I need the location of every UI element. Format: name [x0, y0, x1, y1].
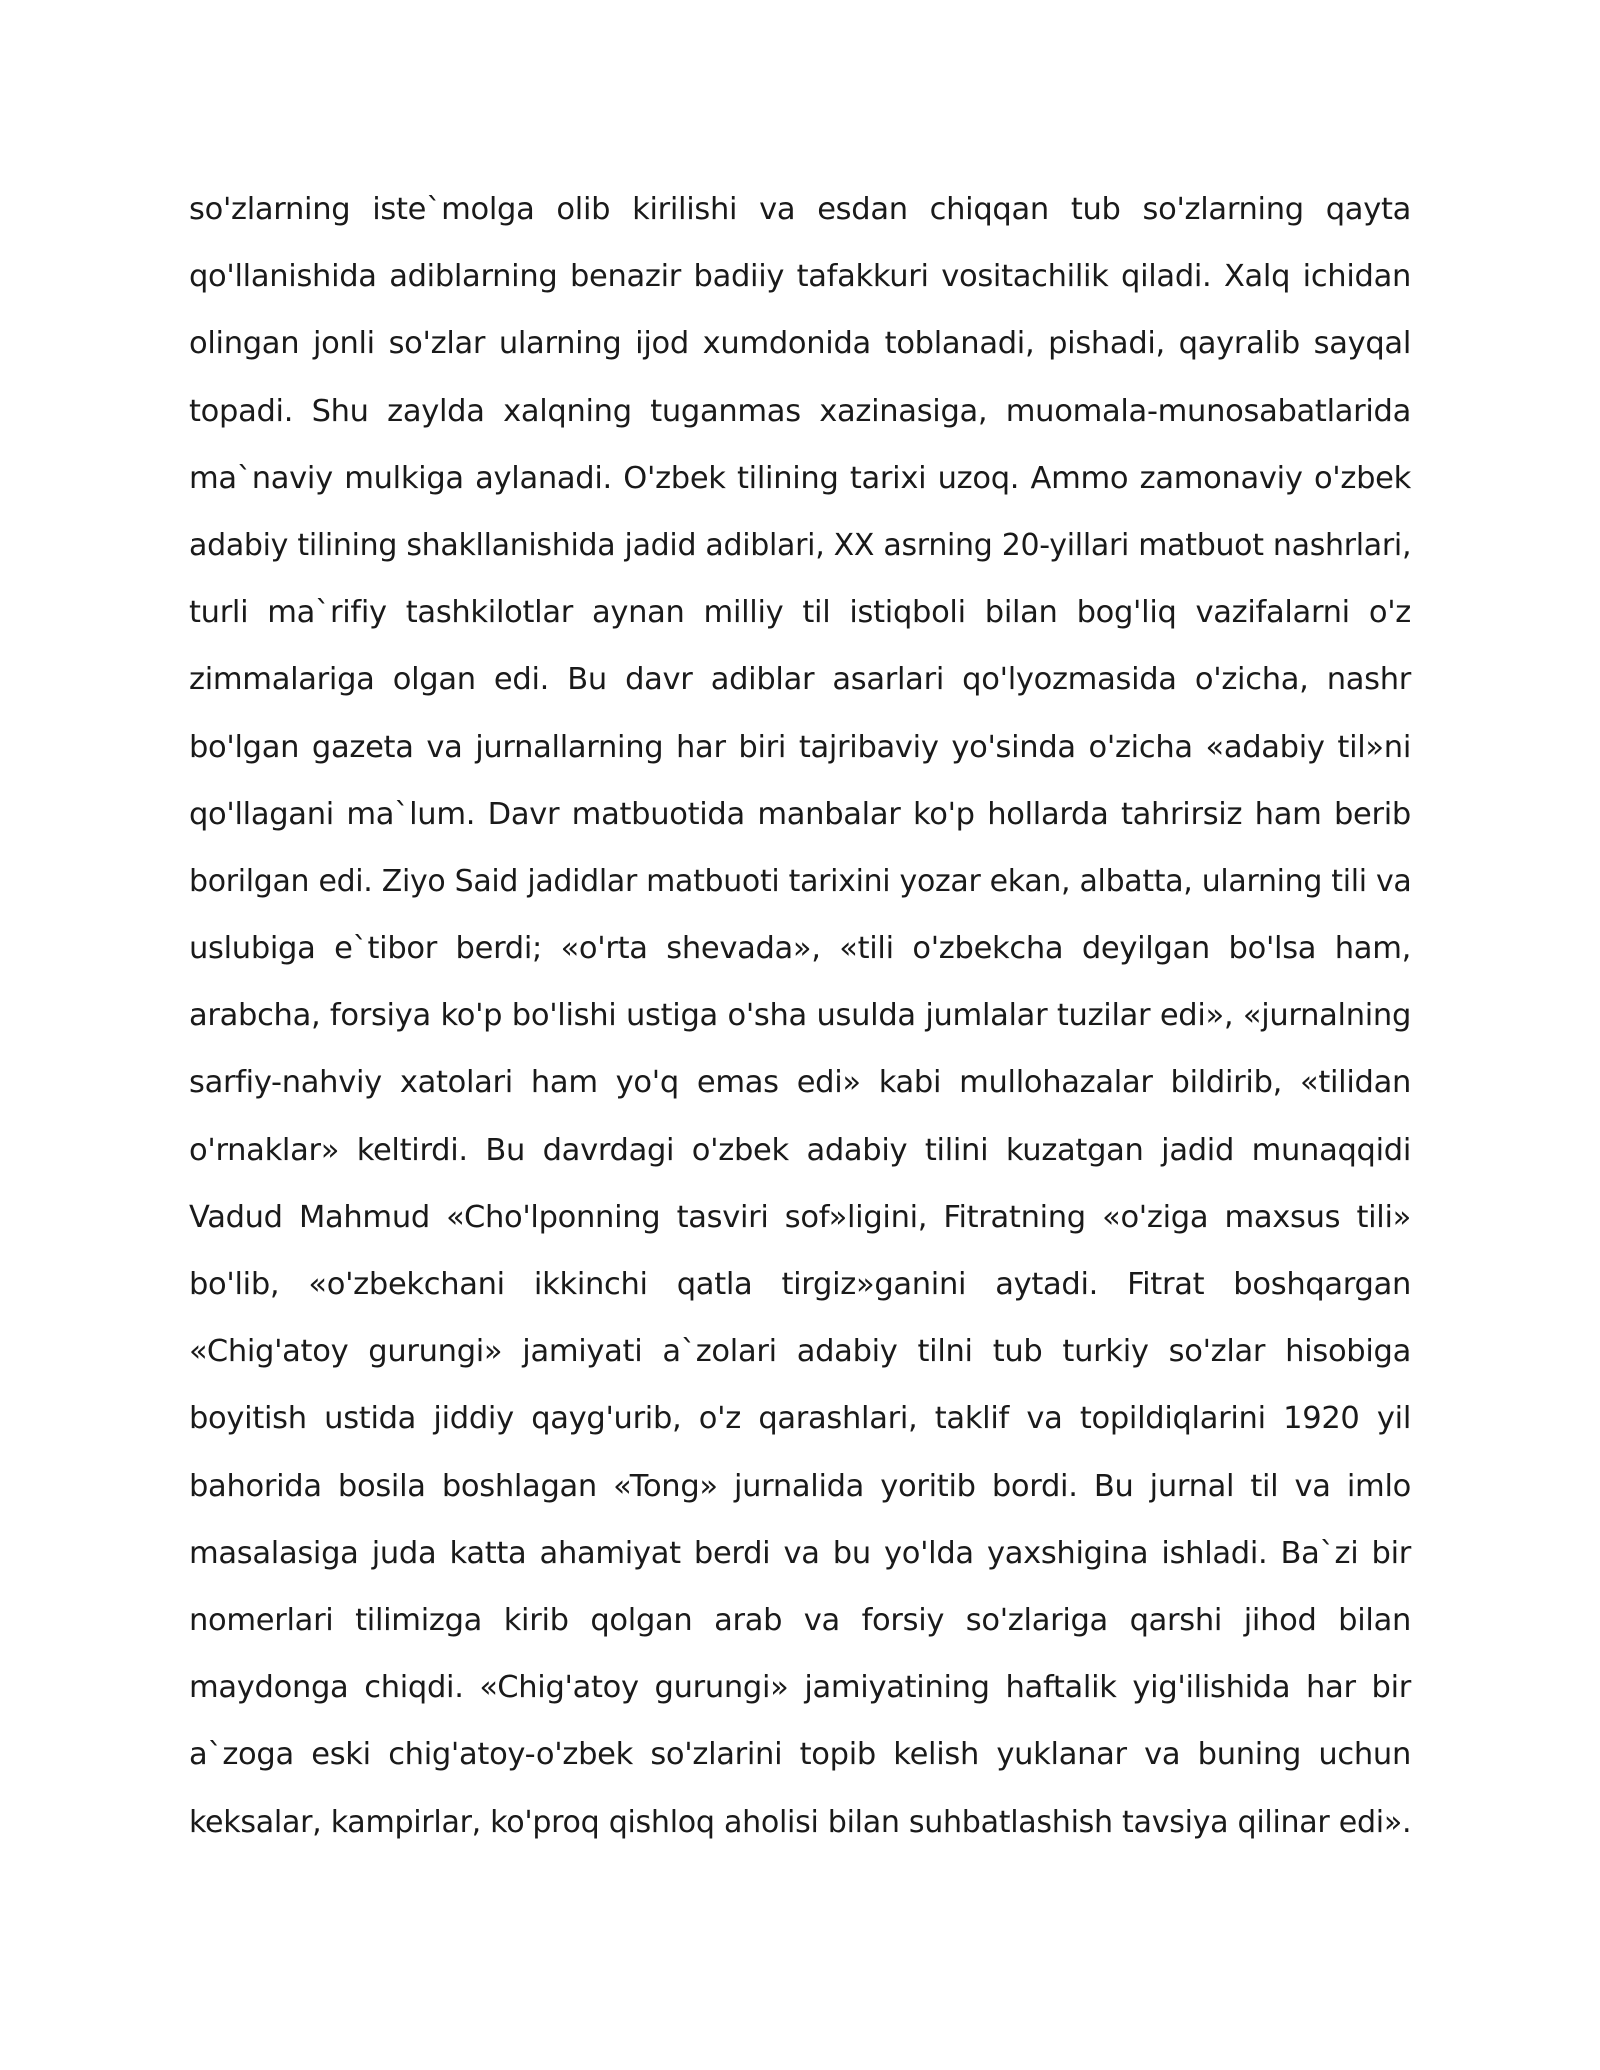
text-line: a`zoga eski chig'atoy-o'zbek so'zlarini topib kelish yuklanar va buning uchun — [189, 1737, 1411, 1773]
text-line: so'zlarning iste`molga olib kirilishi va esdan chiqqan tub so'zlarning qayta — [189, 192, 1411, 227]
text-line: topadi. Shu zaylda xalqning tuganmas xazinasiga, muomala-munosabatlarida — [189, 393, 1411, 429]
text-line: adabiy tilining shakllanishida jadid adiblari, XX asrning 20-yillari matbuot nashrlari, — [189, 527, 1412, 563]
text-line: masalasiga juda katta ahamiyat berdi va bu yo'lda yaxshigina ishladi. Ba`zi bir — [189, 1535, 1411, 1571]
text-line: Vadud Mahmud «Cho'lponning tasviri sof»ligini, Fitratning «o'ziga maxsus tili» — [189, 1199, 1411, 1235]
text-line: olingan jonli so'zlar ularning ijod xumdonida toblanadi, pishadi, qayralib sayqal — [189, 326, 1411, 362]
text-line: arabcha, forsiya ko'p bo'lishi ustiga o'sha usulda jumlalar tuzilar edi», «jurnalning — [189, 998, 1411, 1034]
text-line: sarfiy-nahviy xatolari ham yo'q emas edi» kabi mullohazalar bildirib, «tilidan — [189, 1065, 1411, 1101]
text-line: ma`naviy mulkiga aylanadi. O'zbek tilining tarixi uzoq. Ammo zamonaviy o'zbek — [189, 460, 1411, 496]
text-line: borilgan edi. Ziyo Said jadidlar matbuoti tarixini yozar ekan, albatta, ularning tili va — [189, 863, 1412, 899]
text-line: maydonga chiqdi. «Chig'atoy gurungi» jamiyatining haftalik yig'ilishida har bir — [189, 1670, 1411, 1706]
text-line: zimmalariga olgan edi. Bu davr adiblar asarlari qo'lyozmasida o'zicha, nashr — [189, 662, 1411, 698]
text-line: qo'llagani ma`lum. Davr matbuotida manbalar ko'p hollarda tahrirsiz ham berib — [189, 796, 1411, 832]
text-line: boyitish ustida jiddiy qayg'urib, o'z qarashlari, taklif va topildiqlarini 1920 yil — [189, 1401, 1411, 1437]
text-line: turli ma`rifiy tashkilotlar aynan milliy til istiqboli bilan bog'liq vazifalarni o'z — [189, 595, 1411, 631]
text-line: keksalar, kampirlar, ko'proq qishloq aholisi bilan suhbatlashish tavsiya qilinar edi». — [189, 1804, 1412, 1840]
text-line: bo'lib, «o'zbekchani ikkinchi qatla tirgiz»ganini aytadi. Fitrat boshqargan — [189, 1267, 1411, 1302]
text-line: nomerlari tilimizga kirib qolgan arab va forsiy so'zlariga qarshi jihod bilan — [189, 1602, 1411, 1638]
text-line: «Chig'atoy gurungi» jamiyati a`zolari adabiy tilni tub turkiy so'zlar hisobiga — [189, 1334, 1411, 1370]
text-line: qo'llanishida adiblarning benazir badiiy tafakkuri vositachilik qiladi. Xalq ichidan — [189, 259, 1411, 295]
text-line: uslubiga e`tibor berdi; «o'rta shevada», «tili o'zbekcha deyilgan bo'lsa ham, — [189, 931, 1411, 967]
paragraph — [189, 185, 1411, 1865]
text-line: bo'lgan gazeta va jurnallarning har biri tajribaviy yo'sinda o'zicha «adabiy til»ni — [189, 729, 1411, 765]
text-line: bahorida bosila boshlagan «Tong» jurnalida yoritib bordi. Bu jurnal til va imlo — [189, 1468, 1411, 1504]
text-line: o'rnaklar» keltirdi. Bu davrdagi o'zbek adabiy tilini kuzatgan jadid munaqqidi — [189, 1132, 1411, 1168]
